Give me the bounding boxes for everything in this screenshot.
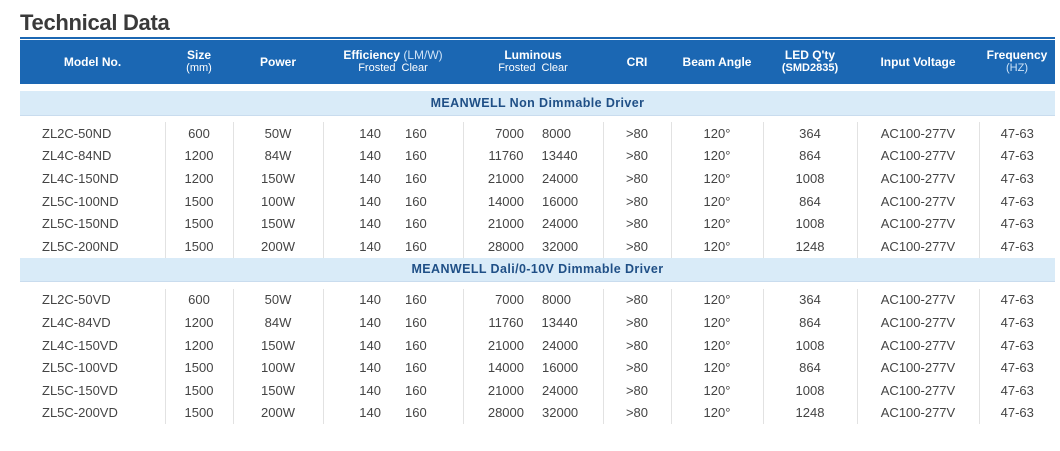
cell-efficiency-clear: 160 bbox=[405, 360, 427, 376]
header-luminous: Luminous Frosted Clear bbox=[463, 40, 603, 84]
page-bottom-margin bbox=[0, 425, 1060, 451]
cell-efficiency-clear: 160 bbox=[405, 292, 427, 308]
cell-efficiency-clear: 160 bbox=[405, 216, 427, 232]
cell-luminous-frosted: 21000 bbox=[487, 337, 524, 353]
cell-input-voltage: AC100-277V bbox=[857, 235, 979, 258]
cell-luminous-clear: 8000 bbox=[542, 125, 571, 141]
cell-beam-angle: 120° bbox=[671, 190, 763, 213]
cell-luminous bbox=[463, 356, 603, 379]
cell-led-qty: 1008 bbox=[763, 334, 857, 357]
header-efficiency-sub: Frosted Clear bbox=[358, 62, 428, 74]
cell-cri: >80 bbox=[603, 122, 671, 145]
cell-led-qty: 864 bbox=[763, 190, 857, 213]
group-label: MEANWELL Non Dimmable Driver bbox=[20, 91, 1055, 115]
cell-power: 200W bbox=[233, 235, 323, 258]
cell-cri: >80 bbox=[603, 167, 671, 190]
cell-luminous bbox=[463, 145, 603, 168]
cell-cri: >80 bbox=[603, 311, 671, 334]
cell-led-qty: 864 bbox=[763, 356, 857, 379]
cell-luminous-frosted: 7000 bbox=[495, 125, 524, 141]
cell-luminous bbox=[463, 235, 603, 258]
cell-input-voltage: AC100-277V bbox=[857, 334, 979, 357]
spacer-cell bbox=[20, 282, 1055, 289]
header-led-qty: LED Q'ty (SMD2835) bbox=[763, 40, 857, 84]
cell-model: ZL4C-84ND bbox=[42, 148, 112, 164]
cell-beam-angle: 120° bbox=[671, 212, 763, 235]
cell-model: ZL4C-84VD bbox=[42, 314, 111, 330]
cell-luminous-clear: 32000 bbox=[542, 238, 579, 254]
cell-beam-angle: 120° bbox=[671, 311, 763, 334]
cell-led-qty: 1008 bbox=[763, 167, 857, 190]
cell-luminous-frosted: 28000 bbox=[487, 238, 524, 254]
cell-power: 50W bbox=[233, 289, 323, 312]
cell-frequency: 47-63 bbox=[979, 334, 1055, 357]
group-label: MEANWELL Dali/0-10V Dimmable Driver bbox=[20, 258, 1055, 282]
cell-efficiency-clear: 160 bbox=[405, 170, 427, 186]
cell-luminous-frosted: 11760 bbox=[488, 148, 524, 164]
cell-luminous bbox=[463, 334, 603, 357]
header-led-sub: (SMD2835) bbox=[781, 62, 839, 74]
cell-cri: >80 bbox=[603, 379, 671, 402]
cell-led-qty: 1008 bbox=[763, 212, 857, 235]
cell-efficiency-frosted: 140 bbox=[359, 193, 381, 209]
cell-frequency: 47-63 bbox=[979, 402, 1055, 425]
cell-input-voltage: AC100-277V bbox=[857, 167, 979, 190]
cell-luminous-clear: 13440 bbox=[541, 148, 578, 164]
cell-luminous-clear: 32000 bbox=[542, 405, 579, 421]
cell-beam-angle: 120° bbox=[671, 122, 763, 145]
cell-efficiency bbox=[323, 289, 463, 312]
cell-efficiency-frosted: 140 bbox=[359, 337, 381, 353]
cell-input-voltage: AC100-277V bbox=[857, 379, 979, 402]
cell-frequency: 47-63 bbox=[979, 356, 1055, 379]
cell-led-qty: 864 bbox=[763, 145, 857, 168]
cell-model: ZL2C-50VD bbox=[42, 292, 111, 308]
cell-power: 150W bbox=[233, 334, 323, 357]
cell-efficiency-clear: 160 bbox=[405, 314, 427, 330]
cell-model: ZL5C-100VD bbox=[42, 360, 118, 376]
cell-luminous bbox=[463, 379, 603, 402]
cell-cri: >80 bbox=[603, 235, 671, 258]
spacer-row bbox=[20, 115, 1055, 122]
cell-power: 150W bbox=[233, 379, 323, 402]
header-size-unit: (mm) bbox=[186, 62, 212, 74]
header-model: Model No. bbox=[20, 40, 165, 84]
cell-frequency: 47-63 bbox=[979, 145, 1055, 168]
cell-cri: >80 bbox=[603, 145, 671, 168]
cell-beam-angle: 120° bbox=[671, 402, 763, 425]
cell-model: ZL5C-200ND bbox=[42, 238, 119, 254]
cell-beam-angle: 120° bbox=[671, 334, 763, 357]
cell-luminous-clear: 16000 bbox=[542, 360, 579, 376]
table-row bbox=[20, 379, 1055, 402]
cell-luminous-frosted: 11760 bbox=[488, 314, 524, 330]
cell-efficiency-frosted: 140 bbox=[359, 238, 381, 254]
cell-led-qty: 1008 bbox=[763, 379, 857, 402]
table-row bbox=[20, 145, 1055, 168]
cell-beam-angle: 120° bbox=[671, 235, 763, 258]
cell-cri: >80 bbox=[603, 212, 671, 235]
table-row bbox=[20, 402, 1055, 425]
cell-luminous-clear: 16000 bbox=[542, 193, 579, 209]
cell-luminous-clear: 24000 bbox=[542, 337, 579, 353]
cell-efficiency-frosted: 140 bbox=[359, 125, 381, 141]
cell-frequency: 47-63 bbox=[979, 311, 1055, 334]
header-row bbox=[20, 40, 1055, 84]
cell-luminous bbox=[463, 122, 603, 145]
cell-input-voltage: AC100-277V bbox=[857, 289, 979, 312]
cell-luminous-frosted: 28000 bbox=[487, 405, 524, 421]
cell-efficiency-frosted: 140 bbox=[359, 292, 381, 308]
cell-size: 1200 bbox=[165, 145, 233, 168]
header-size: Size (mm) bbox=[165, 40, 233, 84]
cell-power: 100W bbox=[233, 190, 323, 213]
cell-beam-angle: 120° bbox=[671, 167, 763, 190]
technical-data-table bbox=[20, 40, 1055, 424]
cell-cri: >80 bbox=[603, 289, 671, 312]
cell-frequency: 47-63 bbox=[979, 167, 1055, 190]
spacer-cell bbox=[20, 115, 1055, 122]
cell-model: ZL5C-150VD bbox=[42, 382, 118, 398]
cell-luminous bbox=[463, 311, 603, 334]
cell-size: 1200 bbox=[165, 334, 233, 357]
cell-frequency: 47-63 bbox=[979, 212, 1055, 235]
cell-efficiency bbox=[323, 145, 463, 168]
cell-efficiency bbox=[323, 356, 463, 379]
cell-led-qty: 864 bbox=[763, 311, 857, 334]
cell-input-voltage: AC100-277V bbox=[857, 402, 979, 425]
cell-efficiency bbox=[323, 379, 463, 402]
page-title: Technical Data bbox=[20, 10, 170, 35]
cell-efficiency bbox=[323, 190, 463, 213]
header-luminous-sub: Frosted Clear bbox=[498, 62, 568, 74]
group-header-row bbox=[20, 258, 1055, 282]
group-header-row bbox=[20, 91, 1055, 115]
cell-frequency: 47-63 bbox=[979, 235, 1055, 258]
cell-luminous-frosted: 7000 bbox=[495, 292, 524, 308]
cell-efficiency bbox=[323, 334, 463, 357]
cell-efficiency-clear: 160 bbox=[405, 125, 427, 141]
cell-efficiency-clear: 160 bbox=[405, 405, 427, 421]
cell-efficiency-clear: 160 bbox=[405, 193, 427, 209]
cell-efficiency bbox=[323, 402, 463, 425]
cell-luminous-frosted: 14000 bbox=[487, 360, 524, 376]
spacer-cell bbox=[20, 84, 1055, 91]
cell-efficiency-clear: 160 bbox=[405, 148, 427, 164]
cell-power: 50W bbox=[233, 122, 323, 145]
cell-power: 84W bbox=[233, 311, 323, 334]
cell-efficiency bbox=[323, 235, 463, 258]
cell-model: ZL5C-100ND bbox=[42, 193, 119, 209]
cell-frequency: 47-63 bbox=[979, 122, 1055, 145]
cell-beam-angle: 120° bbox=[671, 379, 763, 402]
cell-luminous-frosted: 21000 bbox=[487, 216, 524, 232]
cell-beam-angle: 120° bbox=[671, 356, 763, 379]
cell-efficiency bbox=[323, 122, 463, 145]
cell-led-qty: 1248 bbox=[763, 235, 857, 258]
cell-power: 100W bbox=[233, 356, 323, 379]
cell-luminous bbox=[463, 212, 603, 235]
cell-beam-angle: 120° bbox=[671, 145, 763, 168]
cell-luminous-clear: 24000 bbox=[542, 170, 579, 186]
cell-luminous-clear: 24000 bbox=[542, 216, 579, 232]
cell-luminous bbox=[463, 289, 603, 312]
cell-efficiency bbox=[323, 212, 463, 235]
cell-model: ZL4C-150VD bbox=[42, 337, 118, 353]
cell-size: 1200 bbox=[165, 311, 233, 334]
cell-model: ZL5C-150ND bbox=[42, 216, 119, 232]
cell-input-voltage: AC100-277V bbox=[857, 145, 979, 168]
cell-efficiency-frosted: 140 bbox=[359, 148, 381, 164]
cell-efficiency-frosted: 140 bbox=[359, 216, 381, 232]
spacer-row bbox=[20, 84, 1055, 91]
cell-luminous bbox=[463, 190, 603, 213]
cell-luminous bbox=[463, 402, 603, 425]
cell-size: 1200 bbox=[165, 167, 233, 190]
cell-luminous-frosted: 21000 bbox=[487, 170, 524, 186]
cell-efficiency-frosted: 140 bbox=[359, 382, 381, 398]
header-frequency-unit: (HZ) bbox=[1006, 62, 1028, 74]
table-row bbox=[20, 289, 1055, 312]
cell-led-qty: 364 bbox=[763, 289, 857, 312]
cell-size: 600 bbox=[165, 289, 233, 312]
cell-frequency: 47-63 bbox=[979, 289, 1055, 312]
header-power: Power bbox=[233, 40, 323, 84]
cell-luminous-clear: 13440 bbox=[541, 314, 578, 330]
cell-efficiency-frosted: 140 bbox=[359, 314, 381, 330]
cell-efficiency bbox=[323, 311, 463, 334]
cell-power: 84W bbox=[233, 145, 323, 168]
cell-luminous-clear: 24000 bbox=[542, 382, 579, 398]
cell-model: ZL5C-200VD bbox=[42, 405, 118, 421]
cell-efficiency-frosted: 140 bbox=[359, 405, 381, 421]
header-beam-angle: Beam Angle bbox=[671, 40, 763, 84]
cell-efficiency-clear: 160 bbox=[405, 382, 427, 398]
cell-efficiency-clear: 160 bbox=[405, 337, 427, 353]
cell-cri: >80 bbox=[603, 190, 671, 213]
cell-led-qty: 364 bbox=[763, 122, 857, 145]
cell-input-voltage: AC100-277V bbox=[857, 190, 979, 213]
cell-size: 1500 bbox=[165, 235, 233, 258]
cell-efficiency-frosted: 140 bbox=[359, 360, 381, 376]
cell-size: 1500 bbox=[165, 379, 233, 402]
cell-input-voltage: AC100-277V bbox=[857, 122, 979, 145]
cell-efficiency bbox=[323, 167, 463, 190]
table-row bbox=[20, 122, 1055, 145]
cell-size: 1500 bbox=[165, 356, 233, 379]
cell-frequency: 47-63 bbox=[979, 379, 1055, 402]
cell-input-voltage: AC100-277V bbox=[857, 311, 979, 334]
table-row bbox=[20, 167, 1055, 190]
cell-cri: >80 bbox=[603, 356, 671, 379]
table-row bbox=[20, 311, 1055, 334]
header-input-voltage: Input Voltage bbox=[857, 40, 979, 84]
cell-input-voltage: AC100-277V bbox=[857, 356, 979, 379]
cell-luminous-frosted: 21000 bbox=[487, 382, 524, 398]
cell-efficiency-clear: 160 bbox=[405, 238, 427, 254]
table-row bbox=[20, 334, 1055, 357]
cell-luminous-clear: 8000 bbox=[542, 292, 571, 308]
cell-beam-angle: 120° bbox=[671, 289, 763, 312]
spacer-row bbox=[20, 282, 1055, 289]
cell-efficiency-frosted: 140 bbox=[359, 170, 381, 186]
cell-size: 1500 bbox=[165, 190, 233, 213]
cell-power: 200W bbox=[233, 402, 323, 425]
table-row bbox=[20, 212, 1055, 235]
cell-size: 1500 bbox=[165, 212, 233, 235]
cell-size: 1500 bbox=[165, 402, 233, 425]
cell-cri: >80 bbox=[603, 334, 671, 357]
cell-model: ZL2C-50ND bbox=[42, 125, 112, 141]
cell-power: 150W bbox=[233, 167, 323, 190]
header-frequency: Frequency (HZ) bbox=[979, 40, 1055, 84]
header-efficiency: Efficiency (LM/W) Frosted Clear bbox=[323, 40, 463, 84]
header-efficiency-unit: (LM/W) bbox=[403, 48, 443, 62]
table-row bbox=[20, 235, 1055, 258]
cell-led-qty: 1248 bbox=[763, 402, 857, 425]
table-row bbox=[20, 190, 1055, 213]
header-cri: CRI bbox=[603, 40, 671, 84]
cell-luminous bbox=[463, 167, 603, 190]
cell-power: 150W bbox=[233, 212, 323, 235]
title-underline bbox=[20, 37, 1055, 39]
cell-size: 600 bbox=[165, 122, 233, 145]
table-row bbox=[20, 356, 1055, 379]
cell-luminous-frosted: 14000 bbox=[487, 193, 524, 209]
cell-frequency: 47-63 bbox=[979, 190, 1055, 213]
cell-model: ZL4C-150ND bbox=[42, 170, 119, 186]
cell-input-voltage: AC100-277V bbox=[857, 212, 979, 235]
cell-cri: >80 bbox=[603, 402, 671, 425]
